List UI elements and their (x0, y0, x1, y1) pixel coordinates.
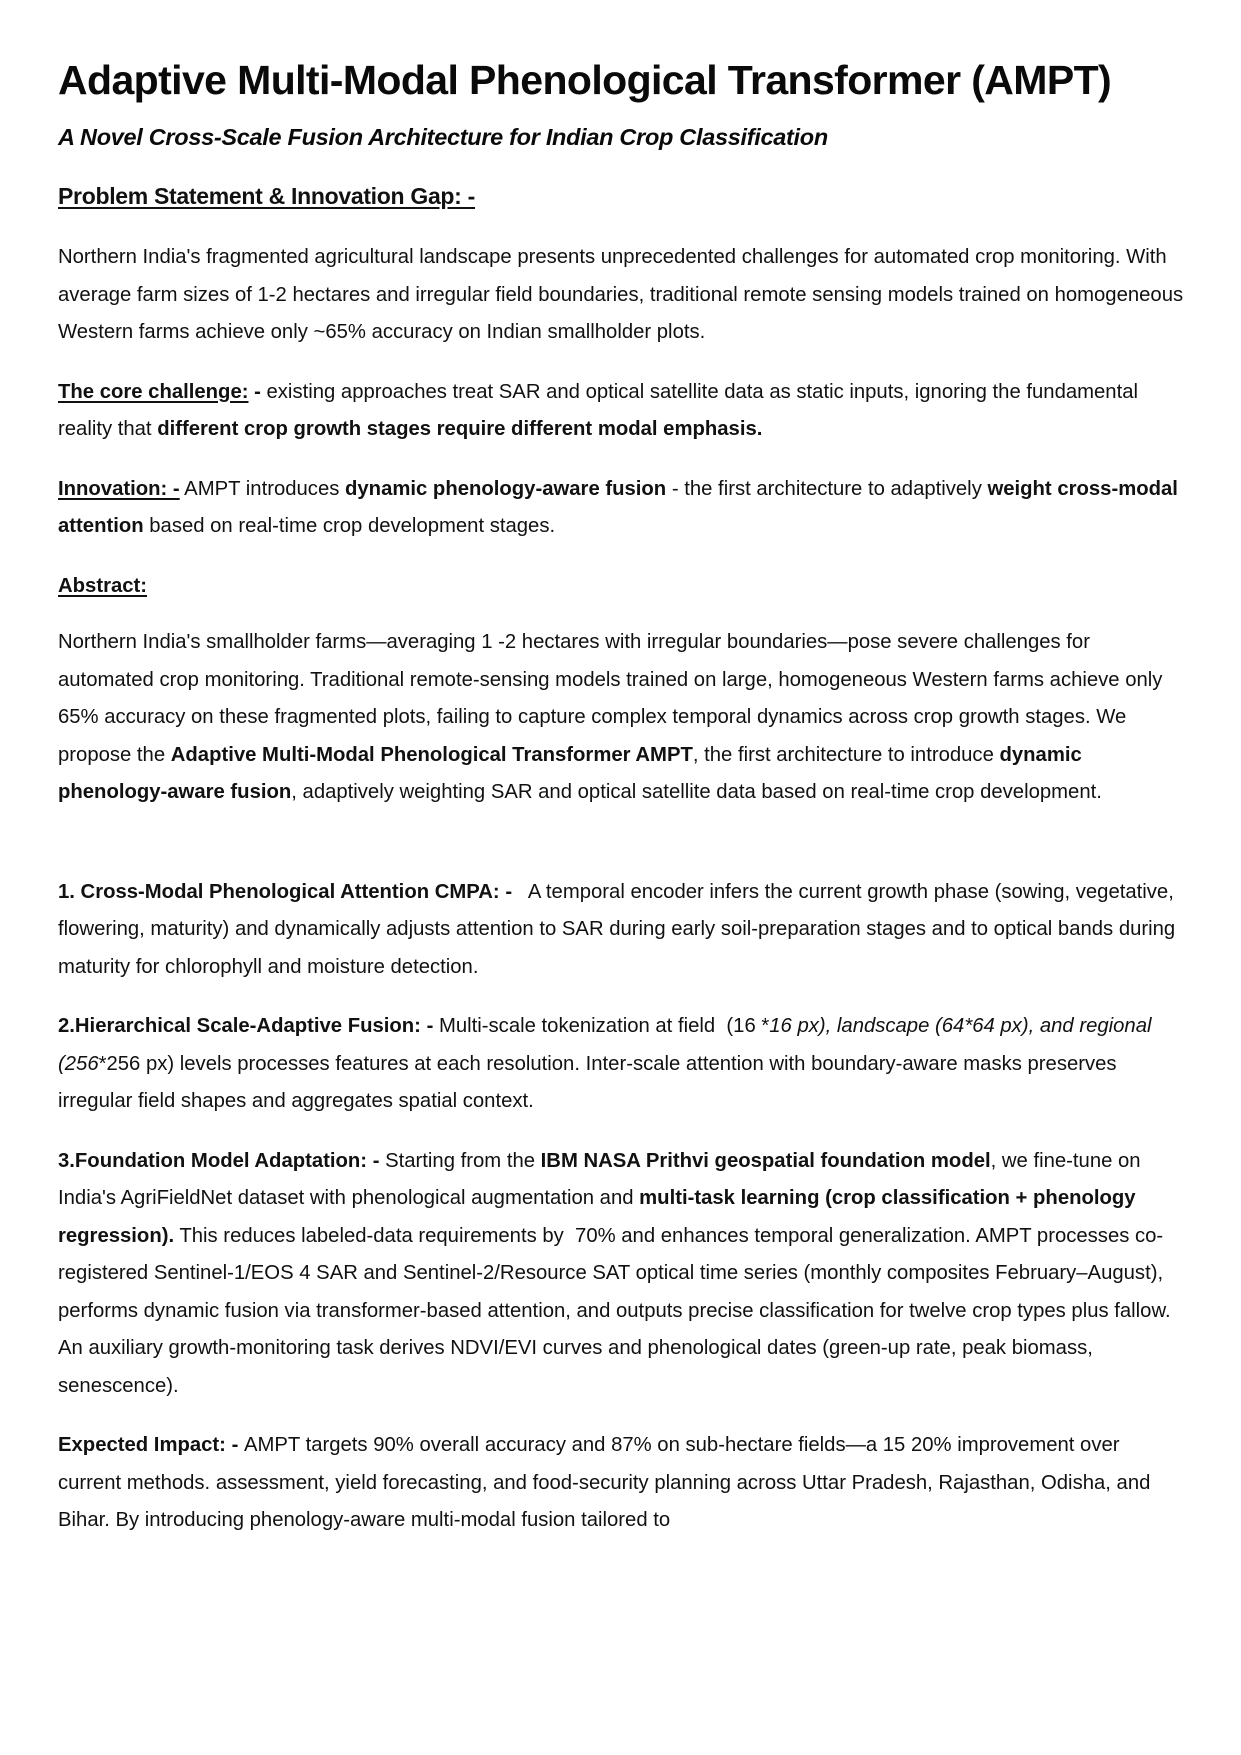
contribution-2-text-1: Multi-scale tokenization at field (16 * (438, 1015, 770, 1037)
core-challenge-paragraph (58, 374, 1188, 449)
document-page (58, 50, 1188, 1540)
core-challenge-label: The core challenge: (58, 380, 249, 403)
contribution-3-emphasis-2: multi-task learning (crop classification + phenology regression). (58, 1187, 1136, 1247)
abstract-emphasis-2: dynamic phenology-aware fusion (58, 743, 1082, 803)
contribution-3-emphasis-1: IBM NASA Prithvi geospatial foundation model (540, 1149, 991, 1172)
innovation-text-3: based on real-time crop development stages. (143, 515, 556, 537)
contribution-1-paragraph (58, 874, 1188, 987)
contribution-2-paragraph (58, 1008, 1188, 1121)
innovation-label: Innovation: - (58, 477, 180, 500)
abstract-emphasis-1: Adaptive Multi-Modal Phenological Transformer AMPT (170, 743, 693, 766)
innovation-emphasis-2: weight cross-modal attention (58, 477, 1178, 537)
contribution-2-dash: - (420, 1015, 439, 1037)
abstract-label: Abstract: (58, 574, 148, 597)
core-challenge-text: existing approaches treat SAR and optical satellite data as static inputs, ignoring the fundamental reality that (58, 380, 1139, 440)
expected-impact-dash: - (225, 1434, 244, 1456)
expected-impact-paragraph (58, 1427, 1188, 1540)
contribution-3-label: 3.Foundation Model Adaptation: (58, 1149, 368, 1172)
expected-impact-label: Expected Impact: (58, 1434, 226, 1456)
core-challenge-dash: - (248, 380, 267, 403)
innovation-text-1: AMPT introduces (179, 477, 346, 500)
problem-statement-heading: Problem Statement & Innovation Gap: - (58, 183, 475, 209)
contribution-2-label: 2.Hierarchical Scale-Adaptive Fusion: (58, 1015, 421, 1037)
contribution-1-label: 1. Cross-Modal Phenological Attention CMPA: - (58, 880, 513, 903)
abstract-text-1: Northern India's smallholder farms—averaging 1 -2 hectares with irregular boundaries—pose severe challenges for automated crop monitoring. Traditional remote-sensing models trained on large, homogeneous Western farms achieve only 65% accuracy on these fragmented plots, failing to capture complex temporal dynamics across crop growth stages. We propose the (58, 631, 1163, 766)
document-subtitle: A Novel Cross-Scale Fusion Architecture for Indian Crop Classification (58, 124, 828, 150)
problem-statement-paragraph: Northern India's fragmented agricultural landscape presents unprecedented challenges for automated crop monitoring. With average farm sizes of 1-2 hectares and irregular field boundaries, traditional remote sensing models trained on homogeneous Western farms achieve only ~65% accuracy on Indian smallholder plots. (58, 246, 1184, 343)
abstract-paragraph (58, 624, 1188, 812)
innovation-emphasis-1: dynamic phenology-aware fusion (345, 477, 667, 500)
contribution-3-text-3: This reduces labeled-data requirements by 70% and enhances temporal generalization. AMPT processes co-registered Sentinel-1/EOS 4 SAR and Sentinel-2/Resource SAT optical time series (monthly composites February–August), performs dynamic fusion via transformer-based attention, and outputs precise classification for twelve crop types plus fallow. An auxiliary growth-monitoring task derives NDVI/EVI curves and phenological dates (green-up rate, peak biomass, senescence). (58, 1224, 1176, 1397)
expected-impact-text: AMPT targets 90% overall accuracy and 87% on sub-hectare fields—a 15 20% improvement over current methods. assessment, yield forecasting, and food-security planning across Uttar Pradesh, Rajasthan, Odisha, and Bihar. By introducing phenology-aware multi-modal fusion tailored to (58, 1434, 1151, 1531)
abstract-heading (58, 568, 1188, 606)
contribution-3-text-2: , we fine-tune on India's AgriFieldNet dataset with phenological augmentation and (58, 1149, 1141, 1209)
abstract-text-2: , the first architecture to introduce (692, 743, 1000, 766)
contribution-3-text-1: Starting from the (385, 1149, 541, 1172)
contribution-3-dash: - (367, 1149, 386, 1172)
contribution-2-text-2: *256 px) levels processes features at each resolution. Inter-scale attention with boundary-aware masks preserves irregular field shapes and aggregates spatial context. (58, 1052, 1117, 1112)
contribution-1-text: A temporal encoder infers the current growth phase (sowing, vegetative, flowering, maturity) and dynamically adjusts attention to SAR during early soil-preparation stages and to optical bands during maturity for chlorophyll and moisture detection. (58, 880, 1181, 978)
innovation-paragraph (58, 471, 1188, 546)
contribution-2-italic: 16 px), landscape (64*64 px), and regional (256 (58, 1015, 1152, 1075)
core-challenge-emphasis: different crop growth stages require different modal emphasis. (157, 418, 763, 440)
contribution-3-paragraph (58, 1143, 1188, 1406)
document-title: Adaptive Multi-Modal Phenological Transformer (AMPT) (58, 57, 1112, 103)
innovation-text-2: - the first architecture to adaptively (666, 477, 988, 500)
abstract-text-3: , adaptively weighting SAR and optical satellite data based on real-time crop development. (291, 781, 1102, 803)
